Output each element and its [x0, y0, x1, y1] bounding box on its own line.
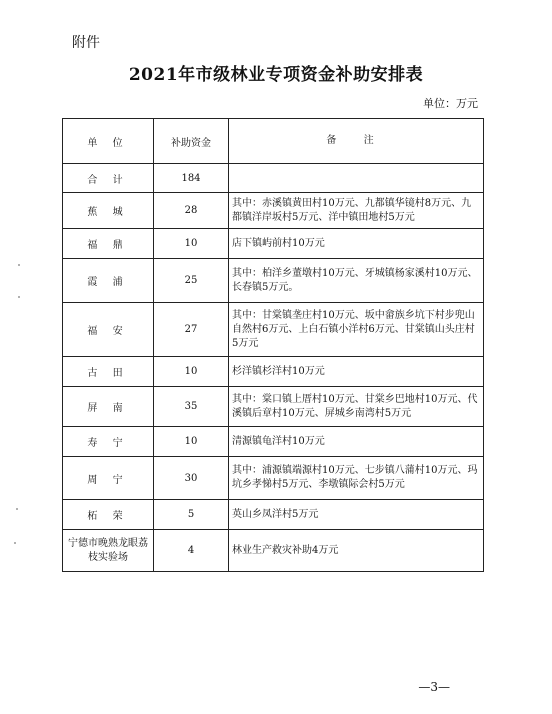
amount-cell: 184	[154, 164, 229, 193]
table-row	[63, 164, 484, 193]
amount-cell: 30	[154, 457, 229, 500]
note-cell: 其中：赤溪镇黄田村10万元、九都镇华镜村8万元、九都镇洋岸坂村5万元、洋中镇田地村5万元	[229, 193, 484, 229]
header-note: 备 注	[229, 119, 484, 164]
unit-cell: 柘 荣	[63, 500, 154, 530]
table-row	[63, 303, 484, 357]
amount-cell: 10	[154, 229, 229, 259]
note-cell: 杉洋镇杉洋村10万元	[229, 357, 484, 387]
note-cell: 店下镇屿前村10万元	[229, 229, 484, 259]
amount-cell: 25	[154, 259, 229, 303]
note-cell: 其中：柏洋乡董墩村10万元、牙城镇杨家溪村10万元、长春镇5万元。	[229, 259, 484, 303]
unit-cell: 福 鼎	[63, 229, 154, 259]
unit-cell: 宁德市晚熟龙眼荔枝实验场	[63, 530, 154, 572]
note-cell: 英山乡凤洋村5万元	[229, 500, 484, 530]
table-row	[63, 457, 484, 500]
scan-speck	[18, 264, 20, 266]
scan-speck	[16, 508, 18, 510]
amount-cell: 35	[154, 387, 229, 427]
amount-cell: 5	[154, 500, 229, 530]
note-cell: 其中：甘棠镇垄庄村10万元、坂中畲族乡坑下村步兜山自然村6万元、上白石镇小洋村6万元、甘棠镇山头庄村5万元	[229, 303, 484, 357]
table-row	[63, 530, 484, 572]
table-header-row	[63, 119, 484, 164]
unit-cell: 蕉 城	[63, 193, 154, 229]
table-row	[63, 427, 484, 457]
unit-cell: 周 宁	[63, 457, 154, 500]
note-cell: 清源镇龟洋村10万元	[229, 427, 484, 457]
scan-speck	[14, 542, 16, 544]
note-cell: 其中：棠口镇上厝村10万元、甘棠乡巴地村10万元、代溪镇后章村10万元、屏城乡南湾村5万元	[229, 387, 484, 427]
unit-label: 单位：万元	[423, 97, 478, 110]
table-row	[63, 229, 484, 259]
subsidy-table	[62, 118, 484, 572]
amount-cell: 27	[154, 303, 229, 357]
note-cell: 其中：浦源镇端源村10万元、七步镇八蒲村10万元、玛坑乡孝悌村5万元、李墩镇际会村5万元	[229, 457, 484, 500]
unit-cell: 福 安	[63, 303, 154, 357]
unit-cell: 合 计	[63, 164, 154, 193]
unit-cell: 古 田	[63, 357, 154, 387]
unit-cell: 霞 浦	[63, 259, 154, 303]
amount-cell: 10	[154, 357, 229, 387]
header-amount: 补助资金	[154, 119, 229, 164]
table-row	[63, 500, 484, 530]
table-row	[63, 259, 484, 303]
note-cell: 林业生产救灾补助4万元	[229, 530, 484, 572]
table-row	[63, 357, 484, 387]
page-title: 2021年市级林业专项资金补助安排表	[128, 65, 424, 85]
table-row	[63, 387, 484, 427]
amount-cell: 10	[154, 427, 229, 457]
amount-cell: 4	[154, 530, 229, 572]
unit-cell: 寿 宁	[63, 427, 154, 457]
scan-speck	[18, 296, 20, 298]
attachment-label: 附件	[72, 35, 100, 51]
note-cell	[229, 164, 484, 193]
header-unit: 单 位	[63, 119, 154, 164]
page-number: —3—	[418, 680, 450, 694]
unit-cell: 屏 南	[63, 387, 154, 427]
table-row	[63, 193, 484, 229]
amount-cell: 28	[154, 193, 229, 229]
